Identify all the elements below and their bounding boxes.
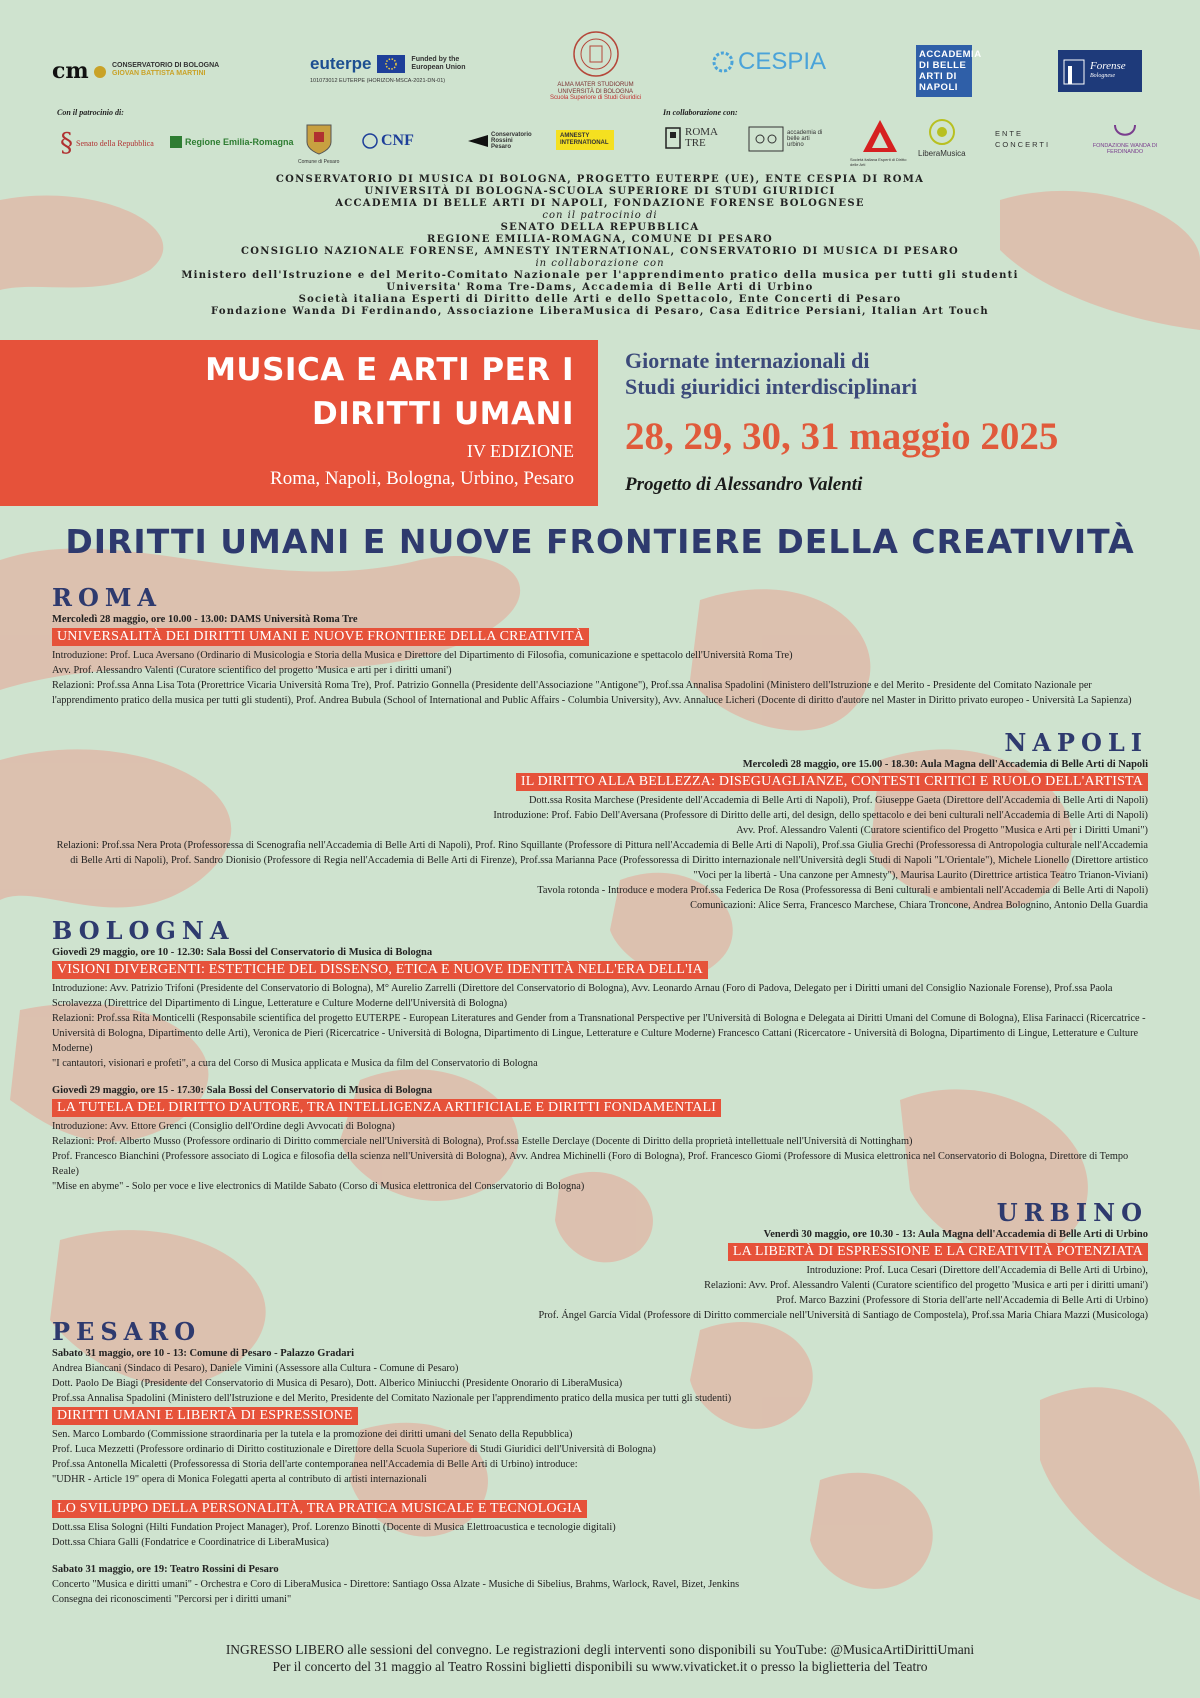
liberamusica-text: LiberaMusica — [918, 149, 966, 158]
session-time: Sabato 31 maggio, ore 19: Teatro Rossini di Pesaro — [52, 1564, 279, 1575]
session-title-band: LO SVILUPPO DELLA PERSONALITÀ, TRA PRATICA MUSICALE E TECNOLOGIA — [52, 1500, 587, 1518]
session-line: Introduzione: Avv. Patrizio Trifoni (Presidente del Conservatorio di Bologna), M° Aurelio Zarrelli (Direttore del Conservatorio di Bologna), Avv. Leonardo Arnau (Foro di Padova, Delegato per i Diritti umani del Consiglio Nazionale Forense), Prof.ssa Paola Scrolavezza (Direttrice del Dipartimento di Lingue, Letterature e Culture Moderne dell'Università di Bologna) — [52, 983, 1113, 1009]
session-line: "Mise en abyme" - Solo per voce e live electronics di Matilde Sabato (Corso di Musica elettronica del Conservatorio di Bologna) — [52, 1181, 585, 1192]
accademia-napoli-text: ACCADEMIA DI BELLE ARTI DI NAPOLI — [919, 49, 982, 93]
session-line: Dott. Paolo De Biagi (Presidente del Conservatorio di Musica di Pesaro), Dott. Alberico Miniucchi (Presidente Onorario di LiberaMusica) — [52, 1378, 623, 1389]
regione-icon — [170, 136, 182, 148]
accademia-napoli-logo — [916, 45, 982, 97]
session-line: Avv. Prof. Alessandro Valenti (Curatore scientifico del Progetto "Musica e Arti per i Diritti Umani") — [736, 825, 1148, 836]
city-heading-roma: ROMA — [52, 583, 163, 612]
organizers-list — [100, 174, 1100, 318]
liberamusica-icon — [928, 118, 956, 146]
cespia-name: CESPIA — [738, 48, 827, 75]
euterpe-grant-id: 101073012 EUTERPE (HORIZON-MSCA-2021-DN-01) — [310, 78, 446, 84]
session-time: Sabato 31 maggio, ore 10 - 13: Comune di Pesaro - Palazzo Gradari — [52, 1348, 355, 1359]
session-line: Dott.ssa Elisa Sologni (Hilti Fundation Project Manager), Prof. Lorenzo Binotti (Docente di Musica Elettroacustica e tecnologie digitali) — [52, 1522, 616, 1533]
session-line: Sen. Marco Lombardo (Commissione straordinaria per la tutela e la promozione dei diritti umani del Senato della Repubblica) — [52, 1429, 573, 1440]
euterpe-logo — [310, 54, 481, 84]
session-line: Prof.ssa Annalisa Spadolini (Ministero dell'Istruzione e del Merito, Presidente del Comitato Nazionale per l'apprendimento pratico della musica per tutti gli studenti) — [52, 1393, 732, 1404]
unibo-seal-icon — [572, 30, 620, 78]
session-title-band: VISIONI DIVERGENTI: ESTETICHE DEL DISSENSO, ETICA E NUOVE IDENTITÀ NELL'ERA DELL'IA — [52, 961, 708, 979]
organizer-line: Fondazione Wanda Di Ferdinando, Associazione LiberaMusica di Pesaro, Casa Editrice Persiani, Italian Art Touch — [210, 306, 990, 317]
patron-logos — [40, 118, 1160, 170]
liberamusica-logo — [918, 118, 966, 158]
ente-concerti-logo — [995, 128, 1055, 150]
pesaro-section — [52, 1318, 1148, 1607]
session-line: Prof. Ángel García Vidal (Professore di Diritto commerciale nell'Università di Santiago de Compostela), Prof.ssa Maria Chiara Mazzi (Musicologa) — [538, 1310, 1148, 1321]
roma-tre-text: ROMA TRE — [685, 126, 718, 149]
organizer-line: Universita' Roma Tre-Dams, Accademia di Belle Arti di Urbino — [386, 282, 814, 293]
event-title-line2: DIRITTI UMANI — [312, 396, 574, 432]
session-line: Relazioni: Prof.ssa Nera Prota (Professoressa di Scenografia nell'Accademia di Belle Arti di Napoli), Prof. Rino Squillante (Professore di Pittura nell'Accademia di Belle Arti di Napoli), Prof.ssa Giulia Grechi (Professoressa di Antropologia culturale nell'Accademia di Belle Arti di Napoli), Prof. Sandro Dionisio (Professore di Regia nell'Accademia di Belle Arti di Firenze), Prof.ssa Marianna Pace (Professoressa di Diritto internazionale nell'Università degli Studi di Napoli "L'Orientale"), Michele Lionello (Direttore artistico "Voci per la libertà - Una canzone per Amnesty"), Maurisa Laurito (Direttrice artistica Teatro Trianon-Viviani) — [56, 840, 1148, 881]
senato-text: Senato della Repubblica — [76, 138, 154, 148]
amnesty-text: AMNESTY INTERNATIONAL — [560, 133, 609, 146]
cespia-gear-icon — [712, 49, 734, 75]
giornate-subtitle — [625, 348, 917, 400]
sieda-logo — [850, 118, 910, 167]
unibo-line3: Scuola Superiore di Studi Giuridici — [550, 95, 642, 102]
top-logos — [40, 40, 1160, 110]
session-line: Consegna dei riconoscimenti "Percorsi per i diritti umani" — [52, 1594, 292, 1605]
forense-sub: Bolognese — [1090, 73, 1115, 79]
conservatorio-pesaro-logo — [468, 132, 531, 150]
cgm-icon — [52, 58, 108, 82]
ente-concerti-text: ENTE CONCERTI — [995, 129, 1051, 149]
rossini-icon — [468, 133, 488, 149]
forense-name: Forense — [1090, 60, 1126, 72]
session-title-band: LA TUTELA DEL DIRITTO D'AUTORE, TRA INTELLIGENZA ARTIFICIALE E DIRITTI FONDAMENTALI — [52, 1099, 721, 1117]
unibo-logo — [550, 30, 641, 102]
session-line: Andrea Biancani (Sindaco di Pesaro), Daniele Vimini (Assessore alla Cultura - Comune di Pesaro) — [52, 1363, 459, 1374]
eu-funded-text: Funded by the European Union — [411, 56, 466, 71]
footer — [0, 1641, 1200, 1675]
svg-text:cm: cm — [52, 58, 89, 82]
regione-logo — [170, 136, 294, 148]
abau-text: accademia di belle arti urbino — [787, 130, 823, 148]
session-title-band: UNIVERSALITÀ DEI DIRITTI UMANI E NUOVE FRONTIERE DELLA CREATIVITÀ — [52, 628, 589, 646]
session-time: Mercoledì 28 maggio, ore 10.00 - 13.00: DAMS Università Roma Tre — [52, 614, 358, 625]
collaborazione-label: In collaborazione con: — [663, 108, 738, 117]
giornate-line2: Studi giuridici interdisciplinari — [625, 374, 918, 399]
session-time: Giovedì 29 maggio, ore 15 - 17.30: Sala Bossi del Conservatorio di Musica di Bologna — [52, 1085, 433, 1096]
cnf-logo — [362, 132, 414, 150]
organizer-line: CONSERVATORIO DI MUSICA DI BOLOGNA, PROGETTO EUTERPE (UE), ENTE CESPIA DI ROMA — [275, 174, 925, 185]
roma-tre-logo — [664, 126, 725, 150]
session-line: Comunicazioni: Alice Serra, Francesco Marchese, Chiara Troncone, Andrea Bolognino, Antonio Della Guardia — [690, 900, 1148, 911]
abau-logo — [748, 126, 823, 152]
main-theme-title: DIRITTI UMANI E NUOVE FRONTIERE DELLA CREATIVITÀ — [65, 522, 1135, 561]
wanda-logo — [1080, 122, 1170, 155]
city-heading-bologna: BOLOGNA — [52, 916, 235, 945]
session-line: Prof. Marco Bazzini (Professore di Storia dell'arte nell'Accademia di Belle Arti di Urbino) — [776, 1295, 1148, 1306]
organizer-line: UNIVERSITÀ DI BOLOGNA-SCUOLA SUPERIORE DI STUDI GIURIDICI — [364, 186, 836, 197]
session-line: Prof. Luca Mezzetti (Professore ordinario di Diritto costituzionale e Direttore della Scuola Superiore di Studi Giuridici dell'Università di Bologna) — [52, 1444, 656, 1455]
comune-crest-icon — [304, 122, 334, 156]
organizer-line: in collaborazione con — [535, 258, 665, 269]
patrocinio-label: Con il patrocinio di: — [57, 108, 124, 117]
urbino-section — [52, 1199, 1148, 1323]
unibo-line2: UNIVERSITÀ DI BOLOGNA — [558, 88, 634, 95]
edition: IV EDIZIONE — [466, 441, 574, 461]
sieda-text: Società italiana Esperti di Diritto delle Arti — [850, 157, 907, 167]
session-title-band: LA LIBERTÀ DI ESPRESSIONE E LA CREATIVITÀ POTENZIATA — [728, 1243, 1148, 1261]
amnesty-logo — [556, 130, 614, 150]
conservatorio-bologna-logo — [52, 58, 219, 82]
wanda-text: FONDAZIONE WANDA DI FERDINANDO — [1092, 143, 1158, 155]
session-title-band: DIRITTI UMANI E LIBERTÀ DI ESPRESSIONE — [52, 1407, 358, 1425]
footer-line1: INGRESSO LIBERO alle sessioni del convegno. Le registrazioni degli interventi sono disponibili su YouTube: @MusicaArtiDirittiUmani — [225, 1642, 975, 1657]
cnf-text: CNF — [381, 132, 414, 149]
organizer-line: SENATO DELLA REPUBBLICA — [500, 222, 700, 233]
session-line: Avv. Prof. Alessandro Valenti (Curatore scientifico del progetto 'Musica e arti per i diritti umani') — [52, 665, 452, 676]
session-line: Concerto "Musica e diritti umani" - Orchestra e Coro di LiberaMusica - Direttore: Santiago Ossa Alzate - Musiche di Sibelius, Brahms, Warlock, Ravel, Bizet, Jenkins — [52, 1579, 740, 1590]
session-line: Relazioni: Prof. Alberto Musso (Professore ordinario di Diritto commerciale nell'Università di Bologna), Prof.ssa Estelle Derclaye (Docente di Diritto della proprietà intellettuale nell'Università di Nottingham) — [52, 1136, 913, 1147]
session-line: Introduzione: Prof. Luca Aversano (Ordinario di Musicologia e Storia della Musica e Direttore del Dipartimento di Filosofia, comunicazione e spettacolo dell'Università Roma Tre) — [52, 650, 793, 661]
eu-flag-icon — [377, 55, 405, 73]
session-line: Dott.ssa Chiara Galli (Fondatrice e Coordinatrice di LiberaMusica) — [52, 1537, 329, 1548]
session-line: Prof. Francesco Bianchini (Professore associato di Logica e filosofia della scienza nell'Università di Bologna), Avv. Andrea Michinelli (Foro di Bologna), Prof. Francesco Giomi (Professore di Musica elettronica nel Conservatorio di Bologna, Direttore di Tempo Reale) — [52, 1151, 1129, 1177]
event-title-box — [0, 340, 598, 506]
session-line: Relazioni: Avv. Prof. Alessandro Valenti (Curatore scientifico del progetto 'Musica e arti per i diritti umani') — [704, 1280, 1148, 1291]
organizer-line: REGIONE EMILIA-ROMAGNA, COMUNE DI PESARO — [426, 234, 774, 245]
session-time: Giovedì 29 maggio, ore 10 - 12.30: Sala Bossi del Conservatorio di Musica di Bologna — [52, 947, 433, 958]
conservatorio-pesaro-text: Conservatorio Rossini Pesaro — [491, 132, 532, 150]
conservatorio-line2: GIOVAN BATTISTA MARTINI — [112, 70, 206, 77]
session-line: "I cantautori, visionari e profeti", a cura del Corso di Musica applicata e Musica da film del Conservatorio di Bologna — [52, 1058, 538, 1069]
session-line: Introduzione: Prof. Fabio Dell'Aversana (Professore di Diritto delle arti, del design, dello spettacolo e dei beni culturali nell'Accademia di Belle Arti di Napoli) — [493, 810, 1148, 821]
session-line: Introduzione: Prof. Luca Cesari (Direttore dell'Accademia di Belle Arti di Urbino), — [806, 1265, 1148, 1276]
session-title-band: IL DIRITTO ALLA BELLEZZA: DISEGUAGLIANZE, CONTESTI CRITICI E RUOLO DELL'ARTISTA — [516, 773, 1148, 791]
city-heading-pesaro: PESARO — [52, 1317, 202, 1346]
footer-line2: Per il concerto del 31 maggio al Teatro Rossini biglietti disponibili su www.vivaticket.it o presso la biglietteria del Teatro — [272, 1659, 928, 1674]
event-dates: 28, 29, 30, 31 maggio 2025 — [625, 415, 1059, 458]
session-line: Introduzione: Avv. Ettore Grenci (Consiglio dell'Ordine degli Avvocati di Bologna) — [52, 1121, 395, 1132]
comune-text: Comune di Pesaro — [298, 159, 340, 165]
session-line: Relazioni: Prof.ssa Rita Monticelli (Responsabile scientifica del progetto EUTERPE - European Literatures and Gender from a Transnational Perspective per l'Università di Bologna e Delegata ai Diritti Umani del Comune di Bologna), Elisa Farinacci (Ricercatrice - Università di Bologna, Dipartimento delle Arti), Veronica de Pieri (Ricercatrice - Università di Bologna, Dipartimento di Lingue, Letterature e Culture Moderne) Francesco Cattani (Ricercatore - Università di Bologna, Dipartimento di Lingue, Letterature e Culture Moderne) — [52, 1013, 1146, 1054]
regione-text: Regione Emilia-Romagna — [185, 137, 294, 147]
giornate-line1: Giornate internazionali di — [625, 348, 870, 373]
session-line: Dott.ssa Rosita Marchese (Presidente dell'Accademia di Belle Arti di Napoli), Prof. Giuseppe Gaeta (Direttore dell'Accademia di Belle Arti di Napoli) — [528, 795, 1148, 806]
session-line: Tavola rotonda - Introduce e modera Prof.ssa Federica De Rosa (Professoressa di Beni culturali e ambientali nell'Accademia di Belle Arti di Napoli) — [537, 885, 1148, 896]
roma-tre-icon — [664, 126, 682, 150]
napoli-section — [52, 729, 1148, 913]
organizer-line: con il patrocinio di — [542, 210, 658, 221]
comune-pesaro-logo — [298, 122, 339, 165]
session-line: Relazioni: Prof.ssa Anna Lisa Tota (Prorettrice Vicaria Università Roma Tre), Prof. Patrizio Gonnella (Presidente dell'Associazione "Antigone"), Prof.ssa Annalisa Spadolini (Ministero dell'Istruzione e del Merito - Presidente del Comitato Nazionale per l'apprendimento pratico della musica per tutti gli studenti), Prof. Andrea Bubula (School of International and Public Affairs - Columbia University), Avv. Annaluce Licheri (Docente di diritto d'autore nel Master in Diritto privato europeo - Università La Sapienza) — [52, 680, 1132, 706]
session-line: "UDHR - Article 19" opera di Monica Folegatti aperta al contributo di artisti internazionali — [52, 1474, 427, 1485]
city-heading-urbino: URBINO — [996, 1198, 1148, 1227]
session-time: Venerdì 30 maggio, ore 10.30 - 13: Aula Magna dell'Accademia di Belle Arti di Urbino — [763, 1229, 1148, 1240]
forense-building-icon — [1062, 56, 1086, 86]
senato-logo — [60, 128, 160, 158]
project-author: Progetto di Alessandro Valenti — [625, 474, 863, 495]
abau-icon — [748, 126, 784, 152]
wanda-arc-icon — [1112, 122, 1138, 140]
roma-section — [52, 584, 1148, 708]
organizer-line: ACCADEMIA DI BELLE ARTI DI NAPOLI, FONDAZIONE FORENSE BOLOGNESE — [335, 198, 865, 209]
organizer-line: CONSIGLIO NAZIONALE FORENSE, AMNESTY INTERNATIONAL, CONSERVATORIO DI MUSICA DI PESARO — [241, 246, 959, 257]
unibo-line1: ALMA MATER STUDIORUM — [557, 82, 634, 88]
session-time: Mercoledì 28 maggio, ore 15.00 - 18.30: Aula Magna dell'Accademia di Belle Arti di Napoli — [742, 759, 1148, 770]
euterpe-name: euterpe — [310, 54, 372, 73]
session-line: Prof.ssa Antonella Micaletti (Professoressa di Storia dell'arte contemporanea nell'Accademia di Belle Arti di Urbino) introduce: — [52, 1459, 578, 1470]
bologna-section — [52, 917, 1148, 1194]
conservatorio-line1: CONSERVATORIO DI BOLOGNA — [112, 62, 220, 70]
fondazione-forense-logo — [1058, 50, 1142, 92]
sieda-triangle-icon — [861, 118, 899, 154]
organizer-line: Ministero dell'Istruzione e del Merito-Comitato Nazionale per l'apprendimento pratico della musica per tutti gli studenti — [181, 270, 1019, 281]
organizer-line: Società italiana Esperti di Diritto delle Arti e dello Spettacolo, Ente Concerti di Pesaro — [298, 294, 902, 305]
city-heading-napoli: NAPOLI — [1004, 728, 1148, 757]
cities: Roma, Napoli, Bologna, Urbino, Pesaro — [270, 468, 574, 489]
cespia-logo — [712, 48, 826, 76]
senato-s-icon: § — [60, 128, 73, 158]
event-title-line1: MUSICA E ARTI PER I — [205, 352, 574, 388]
cnf-icon — [362, 133, 378, 149]
